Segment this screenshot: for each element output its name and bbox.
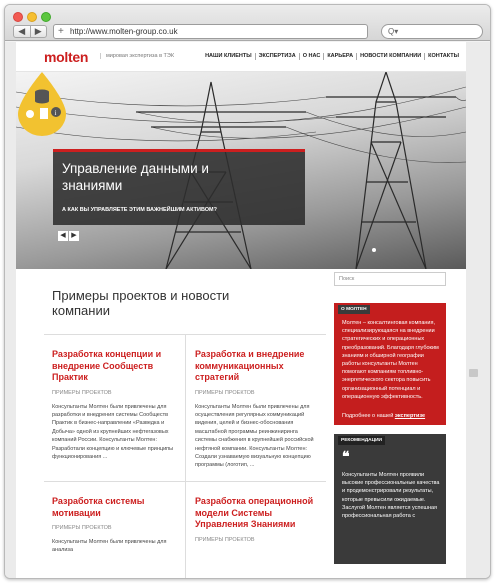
browser-window <box>4 4 491 579</box>
slider-next-button[interactable]: ▶ <box>69 231 79 241</box>
address-bar[interactable] <box>53 24 368 39</box>
hero-title: Управление данными и знаниями <box>62 161 209 193</box>
slider-arrows <box>58 231 80 241</box>
site-logo[interactable]: molten <box>44 49 89 65</box>
project-card-title[interactable]: Разработка системы мотивации <box>52 496 145 518</box>
project-card-text: Консультанты Молтен были привлечены для осуществления регулярных коммуникаций видения, целей и бизнес-обоснования масштабной программы реинжиниринга системы снабжения в крупнейшей российской нефтяной компании. Консультанты Молтен: Создали узнаваемую визуальную концепцию программы (логотип, ... <box>195 403 314 469</box>
site-search-input[interactable]: Поиск <box>334 272 446 286</box>
project-card <box>52 496 176 555</box>
slider-prev-button[interactable]: ◀ <box>58 231 68 241</box>
recommendations-panel <box>334 434 446 564</box>
site-content <box>16 42 466 579</box>
page-viewport <box>5 42 490 579</box>
nav-item-about[interactable]: О НАС <box>299 53 324 60</box>
about-text: Молтен – консалтинговая компания, специализирующаяся на внедрении стратегических и операционных преобразований. Благодаря глубоким знаниям и обширной географии работы консультанты Молтен помогают компаниям топливно-энергетического сектора повысить организационный потенциал и операционную эффективность. <box>342 320 439 400</box>
project-card-category[interactable]: ПРИМЕРЫ ПРОЕКТОВ <box>195 389 255 396</box>
site-tagline: мировая экспертиза в ТЭК <box>100 53 174 59</box>
add-bookmark-icon[interactable]: + <box>58 26 64 37</box>
minimize-window-button[interactable] <box>27 12 37 22</box>
feedback-tab-icon[interactable] <box>469 369 478 377</box>
project-card-category[interactable]: ПРИМЕРЫ ПРОЕКТОВ <box>52 525 112 531</box>
history-nav <box>13 25 47 38</box>
column-divider <box>185 335 186 579</box>
browser-search-field[interactable]: Q▾ <box>381 24 483 39</box>
nav-item-career[interactable]: КАРЬЕРА <box>323 53 356 60</box>
hero-slider <box>16 72 466 269</box>
project-card-title[interactable]: Разработка и внедрение коммуникационных стратегий <box>195 349 305 382</box>
data-knowledge-icon <box>16 72 68 136</box>
about-more <box>342 413 425 419</box>
row-divider <box>44 481 326 482</box>
close-window-button[interactable] <box>13 12 23 22</box>
site-header <box>16 42 466 72</box>
expertise-link[interactable]: экспертизе <box>394 413 426 419</box>
project-card-category[interactable]: ПРИМЕРЫ ПРОЕКТОВ <box>195 536 255 543</box>
back-button[interactable]: ◀ <box>14 26 31 37</box>
project-card <box>52 349 176 461</box>
nav-item-expertise[interactable]: ЭКСПЕРТИЗА <box>255 53 299 60</box>
project-card <box>195 349 319 470</box>
url-text: http://www.molten-group.co.uk <box>70 27 178 36</box>
quote-icon: ❝ <box>342 448 350 464</box>
sidebar <box>334 272 446 520</box>
main-navigation <box>202 53 462 60</box>
nav-item-clients[interactable]: НАШИ КЛИЕНТЫ <box>205 53 252 59</box>
about-badge: О МОЛТЕН <box>338 305 370 314</box>
hero-caption-box <box>53 149 305 225</box>
browser-titlebar <box>5 5 490 41</box>
project-card-text: Консультанты Молтен были привлечены для разработки и внедрения системы Сообществ Практик в бизнес-направлении «Разведка и Добыча» одной из крупнейших нефтегазовых компаний России. Консультанты Молтен: Разработали концепцию и ключевые принципы функционирования ... <box>52 403 174 460</box>
project-card-title[interactable]: Разработка концепции и внедрение Сообществ Практик <box>52 349 162 382</box>
zoom-window-button[interactable] <box>41 12 51 22</box>
nav-item-news[interactable]: НОВОСТИ КОМПАНИИ <box>356 53 424 60</box>
svg-text:i: i <box>54 109 57 117</box>
section-title: Примеры проектов и новости компании <box>52 288 230 318</box>
hero-subtitle[interactable]: А КАК ВЫ УПРАВЛЯЕТЕ ЭТИМ ВАЖНЕЙШИМ АКТИВОМ? <box>62 207 217 213</box>
nav-item-contacts[interactable]: КОНТАКТЫ <box>424 53 462 60</box>
recommendation-text: Консультанты Молтен проявили высокие профессиональные качества и продемонстрировали результаты, которые превысили ожидаемые. Заслугой Молтен является успешная профессиональная работа с <box>342 472 440 520</box>
recommendations-badge: РЕКОМЕНДАЦИИ <box>338 436 385 445</box>
project-card-text: Консультанты Молтен были привлечены для анализа <box>52 539 167 554</box>
slider-pagination-dot[interactable] <box>372 248 376 252</box>
about-more-label: Подробнее о нашей <box>342 413 394 419</box>
forward-button[interactable]: ▶ <box>34 26 42 36</box>
project-card <box>195 496 319 543</box>
project-card-category[interactable]: ПРИМЕРЫ ПРОЕКТОВ <box>52 389 112 396</box>
about-panel <box>334 303 446 425</box>
projects-grid <box>44 334 326 579</box>
project-card-title[interactable]: Разработка операционной модели Системы Управления Знаниями <box>195 496 314 529</box>
